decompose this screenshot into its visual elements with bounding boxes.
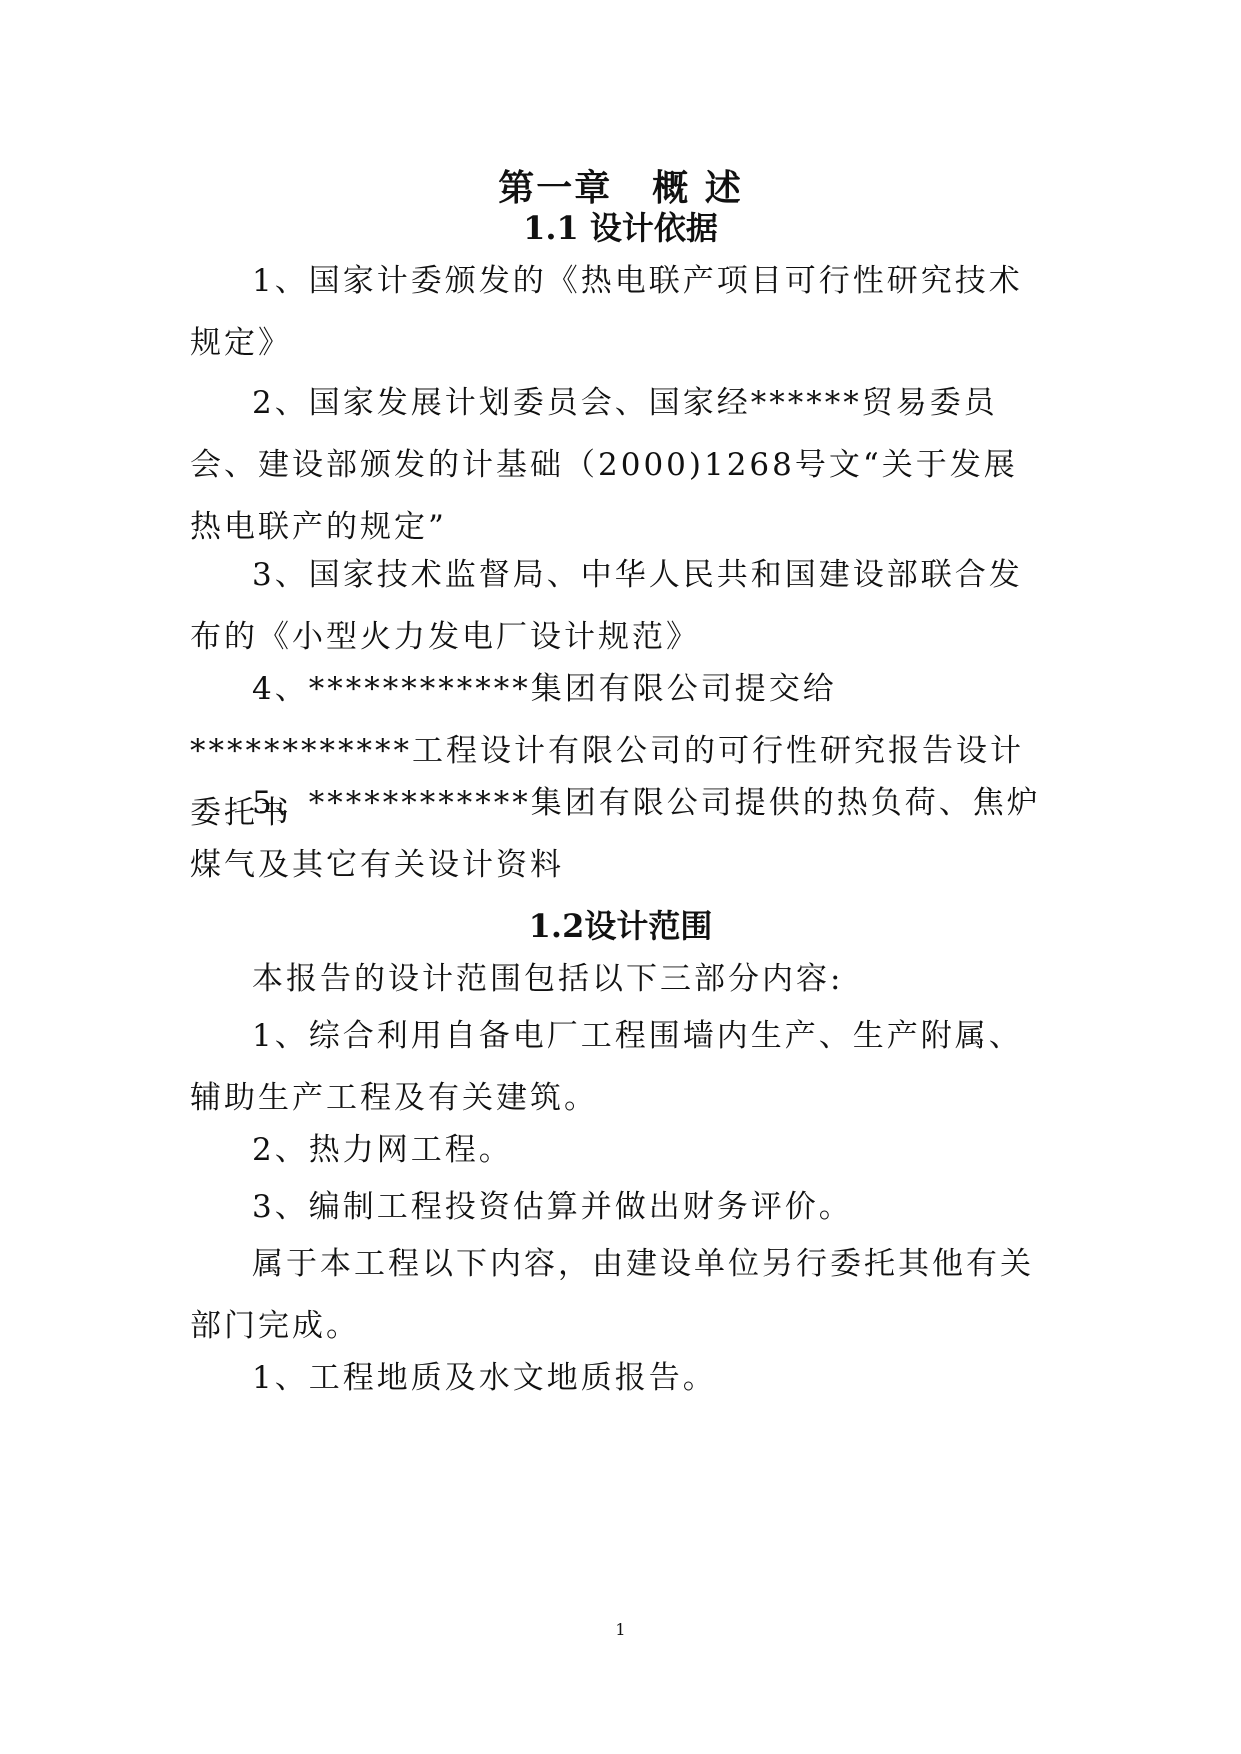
basis-item-1: 1、国家计委颁发的《热电联产项目可行性研究技术规定》: [190, 263, 1023, 361]
chapter-name: 概 述: [652, 167, 743, 209]
page-number: 1: [615, 1620, 626, 1639]
chapter-number: 第一章: [498, 167, 613, 209]
scope-note: 属于本工程以下内容，由建设单位另行委托其他有关部门完成。: [190, 1246, 1034, 1344]
excluded-item-1: 1、工程地质及水文地质报告。: [252, 1360, 717, 1396]
basis-item-5: 5、************集团有限公司提供的热负荷、焦炉煤气及其它有关设计资料: [190, 785, 1041, 883]
scope-item-1: 1、综合利用自备电厂工程围墙内生产、生产附属、辅助生产工程及有关建筑。: [190, 1018, 1023, 1116]
basis-item-4: 4、************集团有限公司提交给************工程设计有限公司的可行性研究报告设计委托书: [190, 671, 1024, 831]
scope-item-2: 2、热力网工程。: [252, 1132, 513, 1168]
basis-item-2: 2、国家发展计划委员会、国家经******贸易委员会、建设部颁发的计基础（2000)1268号文“关于发展热电联产的规定”: [190, 385, 1018, 545]
scope-intro: 本报告的设计范围包括以下三部分内容:: [252, 961, 844, 997]
section-title-1-2: 1.2设计范围: [528, 907, 713, 945]
basis-item-3: 3、国家技术监督局、中华人民共和国建设部联合发布的《小型火力发电厂设计规范》: [190, 557, 1023, 655]
section-title-1-1: 1.1 设计依据: [523, 209, 718, 247]
scope-item-3: 3、编制工程投资估算并做出财务评价。: [252, 1189, 853, 1225]
